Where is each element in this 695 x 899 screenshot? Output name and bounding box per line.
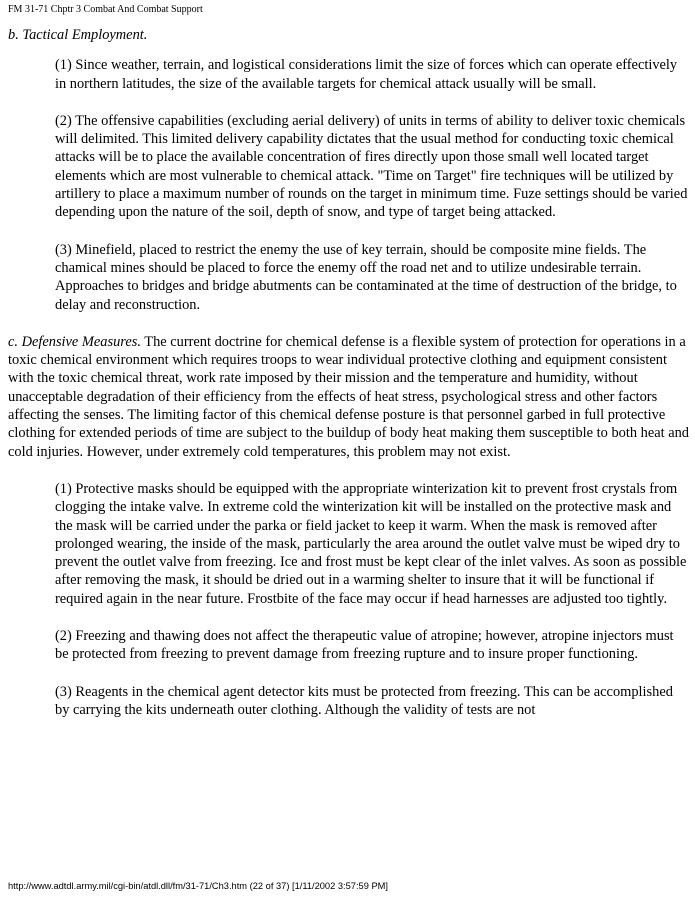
page-footer-url: http://www.adtdl.army.mil/cgi-bin/atdl.dll/fm/31-71/Ch3.htm (22 of 37) [1/11/2002 3:57:59 PM] (8, 881, 388, 891)
section-b-heading: b. Tactical Employment. (8, 27, 148, 43)
paragraph-b3: (3) Minefield, placed to restrict the enemy the use of key terrain, should be composite mine fields. The chamical mines should be placed to force the enemy off the road net and to utilize undesirable terrain. Approaches to bridges and bridge abutments can be contaminated at the time of destruction of the bridge, to delay and reconstruction. (55, 241, 677, 313)
page-header: FM 31-71 Chptr 3 Combat And Combat Support (8, 4, 203, 15)
document-body (8, 26, 690, 738)
section-c-text: The current doctrine for chemical defense is a flexible system of protection for operations in a toxic chemical environment which requires troops to wear individual protective clothing and equipment consistent with the toxic chemical threat, work rate imposed by their mission and the temperature and humidity, without unacceptable degradation of their efficiency from the effects of heat stress, psychological stress and other factors affecting the senses. The limiting factor of this chemical defense posture is that personnel garbed in full protective clothing for extended periods of time are subject to the buildup of body heat making them susceptible to both heat and cold injuries. However, under extremely cold temperatures, this problem may not exist. (8, 333, 689, 460)
paragraph-b1: (1) Since weather, terrain, and logistical considerations limit the size of forces which can operate effectively in northern latitudes, the size of the available targets for chemical attack usually will be small. (55, 57, 678, 92)
section-c-heading: c. Defensive Measures. (8, 333, 141, 350)
paragraph-b2: (2) The offensive capabilities (excluding aerial delivery) of units in terms of ability to deliver toxic chemicals will delimited. This limited delivery capability dictates that the usual method for conducting toxic chemical attacks will be to place the available concentration of fires directly upon those small well located target elements which are most vulnerable to chemical attack. "Time on Target" fire techniques will be utilized by artillery to place a maximum number of rounds on the target in minimum time. Fuze settings should be varied depending upon the nature of the soil, depth of snow, and type of target being attacked. (55, 112, 688, 221)
paragraph-c2: (2) Freezing and thawing does not affect the therapeutic value of atropine; however, atropine injectors must be protected from freezing to prevent damage from freezing rupture and to insure proper functioning. (55, 628, 674, 663)
paragraph-c1: (1) Protective masks should be equipped with the appropriate winterization kit to prevent frost crystals from clogging the intake valve. In extreme cold the winterization kit will be installed on the protective mask and the mask will be carried under the parka or field jacket to keep it warm. When the mask is removed after prolonged wearing, the inside of the mask, particularly the area around the outlet valve must be wiped dry to prevent the outlet valve from freezing. Ice and frost must be kept clear of the inlet valves. As soon as possible after removing the mask, it should be dried out in a warming shelter to insure that it will be functional if required again in the near future. Frostbite of the face may occur if head harnesses are adjusted too tightly. (55, 480, 687, 607)
section-c-paragraph (8, 333, 690, 461)
paragraph-c3: (3) Reagents in the chemical agent detector kits must be protected from freezing. This can be accomplished by carrying the kits underneath outer clothing. Although the validity of tests are not (55, 683, 673, 718)
